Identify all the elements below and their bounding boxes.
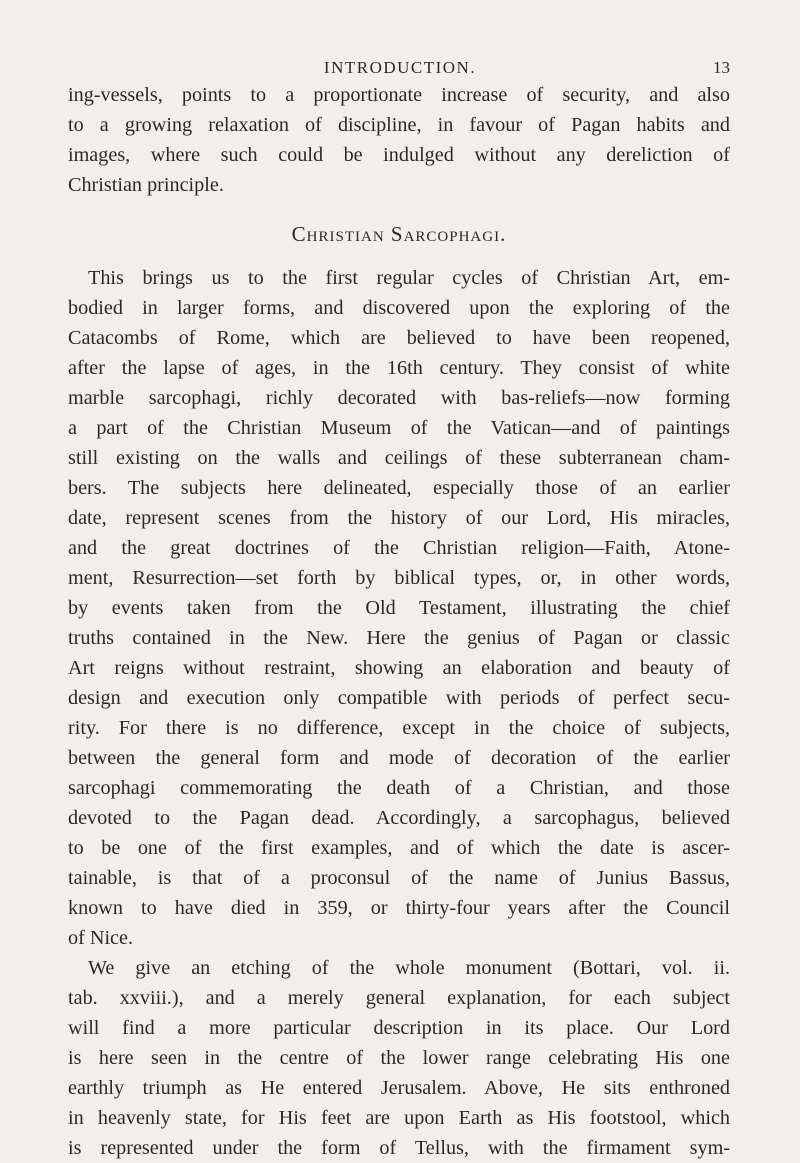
paragraph-1 [68, 80, 730, 200]
text-line: bodied in larger forms, and discovered upon the exploring of the [68, 297, 730, 319]
text-line: tainable, is that of a proconsul of the name of Junius Bassus, [68, 867, 730, 889]
text-line: ing-vessels, points to a proportionate increase of security, and also [68, 84, 730, 106]
section-heading: Christian Sarcophagi. [291, 222, 507, 246]
text-line: design and execution only compatible with periods of perfect secu- [68, 687, 730, 709]
text-line: bers. The subjects here delineated, especially those of an earlier [68, 477, 730, 499]
text-line: marble sarcophagi, richly decorated with bas-reliefs—now forming [68, 387, 730, 409]
text-line: to a growing relaxation of discipline, in favour of Pagan habits and [68, 114, 730, 136]
text-line: We give an etching of the whole monument (Bottari, vol. ii. [88, 957, 730, 979]
text-line: still existing on the walls and ceilings of these subterranean cham- [68, 447, 730, 469]
text-line: sarcophagi commemorating the death of a Christian, and those [68, 777, 730, 799]
text-line: Art reigns without restraint, showing an elaboration and beauty of [68, 657, 730, 679]
text-line: devoted to the Pagan dead. Accordingly, a sarcophagus, believed [68, 807, 730, 829]
text-line: tab. xxviii.), and a merely general explanation, for each subject [68, 987, 730, 1009]
text-line: earthly triumph as He entered Jerusalem. Above, He sits enthroned [68, 1077, 730, 1099]
text-line: truths contained in the New. Here the genius of Pagan or classic [68, 627, 730, 649]
text-line: Catacombs of Rome, which are believed to have been reopened, [68, 327, 730, 349]
text-line: is here seen in the centre of the lower range celebrating His one [68, 1047, 730, 1069]
text-line: will find a more particular description in its place. Our Lord [68, 1017, 730, 1039]
text-line: is represented under the form of Tellus, with the firmament sym- [68, 1137, 730, 1159]
text-line: a part of the Christian Museum of the Vatican—and of paintings [68, 417, 730, 439]
body-text [68, 80, 730, 1163]
text-line: Christian principle. [68, 174, 224, 196]
text-line: known to have died in 359, or thirty-four years after the Council [68, 897, 730, 919]
text-line: images, where such could be indulged without any dereliction of [68, 144, 730, 166]
text-line: of Nice. [68, 927, 134, 949]
text-line: This brings us to the first regular cycles of Christian Art, em- [88, 267, 730, 289]
paragraph-2 [68, 263, 730, 953]
text-line: ment, Resurrection—set forth by biblical types, or, in other words, [68, 567, 730, 589]
text-line: between the general form and mode of decoration of the earlier [68, 747, 730, 769]
page-number: 13 [713, 58, 730, 77]
text-line: rity. For there is no difference, except in the choice of subjects, [68, 717, 730, 739]
text-line: after the lapse of ages, in the 16th century. They consist of white [68, 357, 730, 379]
running-head-title: INTRODUCTION. [323, 58, 477, 77]
paragraph-3 [68, 953, 730, 1163]
text-line: and the great doctrines of the Christian religion—Faith, Atone- [68, 537, 730, 559]
text-line: date, represent scenes from the history of our Lord, His miracles, [68, 507, 730, 529]
text-line: in heavenly state, for His feet are upon Earth as His footstool, which [68, 1107, 730, 1129]
text-line: to be one of the first examples, and of which the date is ascer- [68, 837, 730, 859]
text-line: by events taken from the Old Testament, illustrating the chief [68, 597, 730, 619]
